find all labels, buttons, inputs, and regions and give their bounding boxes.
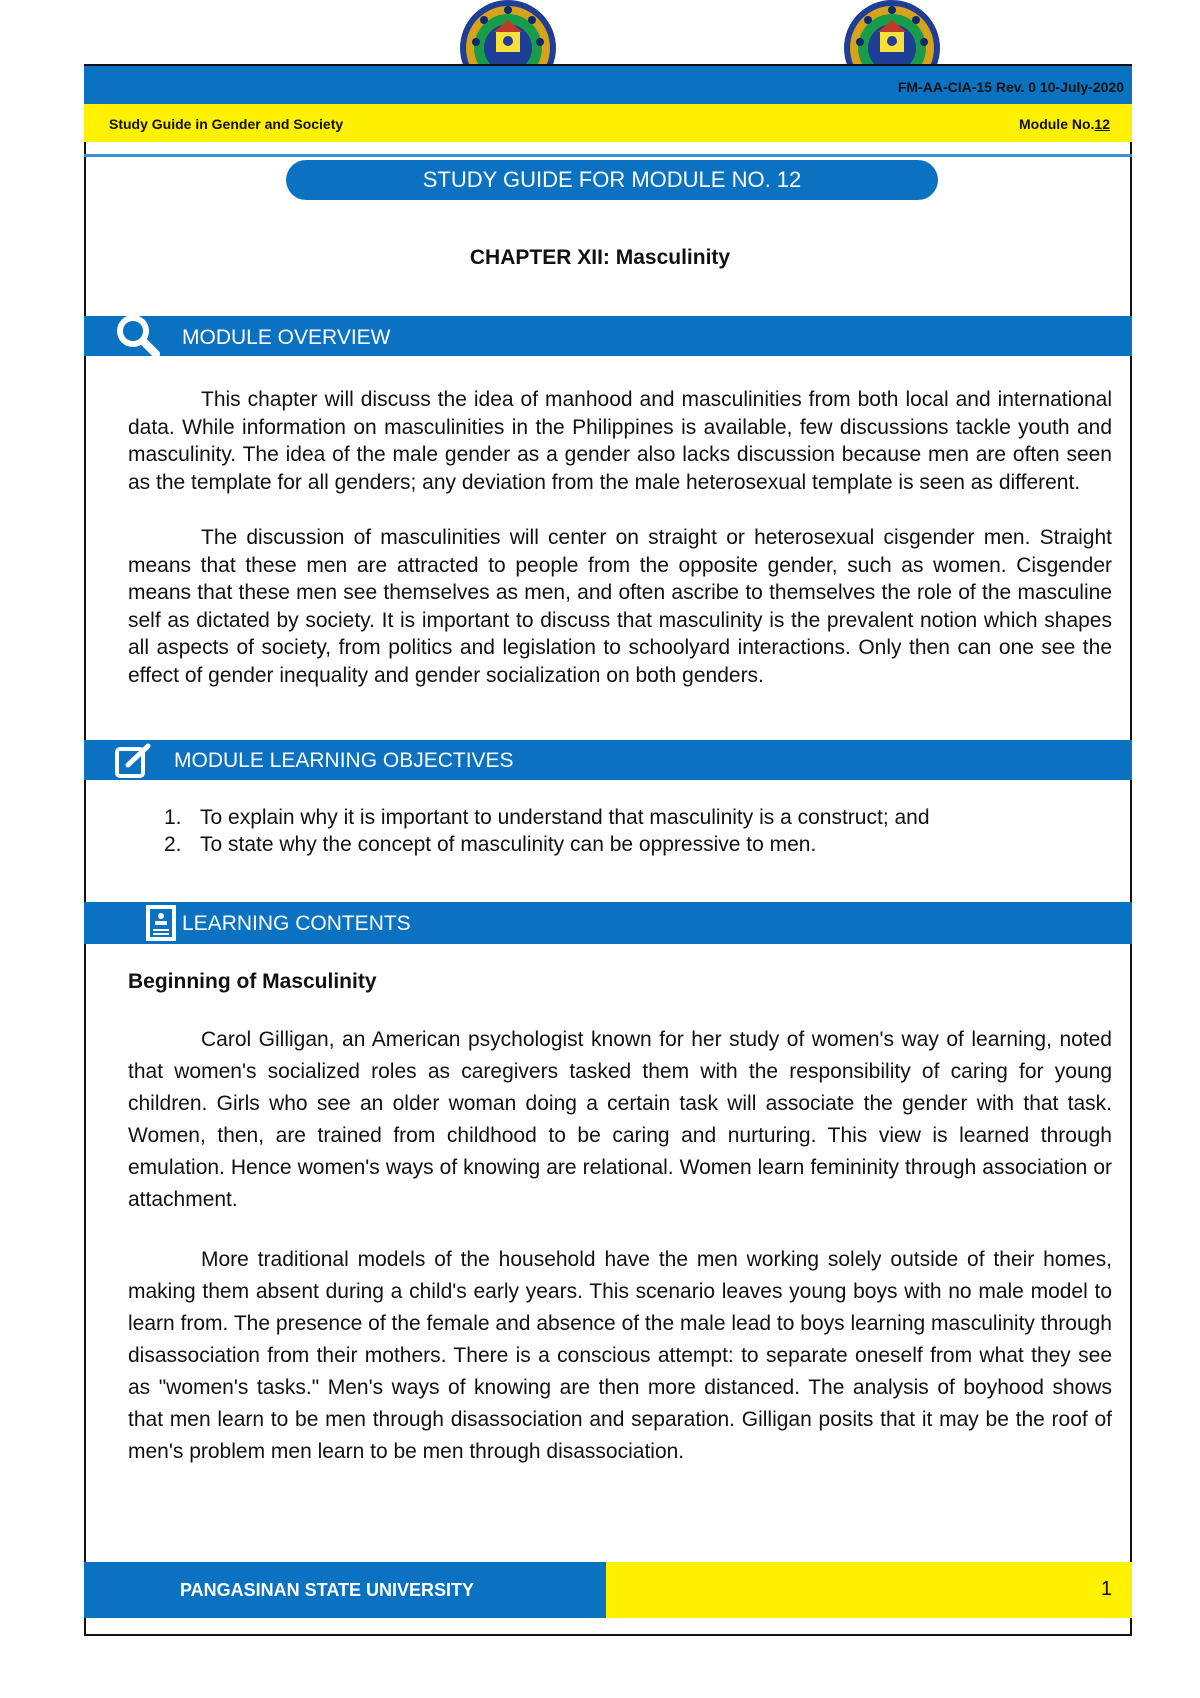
footer-yellow-bar xyxy=(606,1562,1132,1618)
module-number-label xyxy=(1019,116,1110,132)
page-number: 1 xyxy=(1100,1578,1112,1600)
overview-paragraph-1: This chapter will discuss the idea of manhood and masculinities from both local and international data. While information on masculinities in the Philippines is available, few discussions tackle youth and masculinity. The idea of the male gender as a gender also lacks discussion because men are often seen as the template for all genders; any deviation from the male heterosexual template is seen as different. xyxy=(128,388,1112,494)
objective-item xyxy=(164,804,930,831)
module-label: Module No. xyxy=(1018,116,1095,132)
module-overview-bar xyxy=(84,316,1132,356)
learning-objectives-heading: MODULE LEARNING OBJECTIVES xyxy=(174,749,514,772)
learning-objectives-bar xyxy=(84,740,1132,780)
overview-paragraph-2: The discussion of masculinities will center on straight or heterosexual cisgender men. Straight means that these men are attracted to people from the opposite gender, such as women. Cisgender means that these men see themselves as men, and often ascribe to themselves the role of the masculine self as dictated by society. It is important to discuss that masculinity is the prevalent notion which shapes all aspects of society, from politics and legislation to schoolyard interactions. Only then can one see the effect of gender inequality and gender socialization on both genders. xyxy=(128,526,1112,687)
document-icon xyxy=(144,903,178,943)
form-code: FM-AA-CIA-15 Rev. 0 10-July-2020 xyxy=(897,79,1124,95)
module-number: 12 xyxy=(1094,116,1110,132)
contents-paragraph-1: Carol Gilligan, an American psychologist known for her study of women's way of learning, noted that women's socialized roles as caregivers tasked them with the responsibility of caring for young children. Girls who see an older woman doing a certain task will associate the gender with that task. Women, then, are trained from childhood to be caring and nurturing. This view is learned through emulation. Hence women's ways of knowing are relational. Women learn femininity through association or attachment. xyxy=(128,1028,1112,1211)
header-divider xyxy=(84,154,1132,157)
chapter-title: CHAPTER XII: Masculinity xyxy=(469,246,731,269)
objective-text: To state why the concept of masculinity can be oppressive to men. xyxy=(200,833,817,856)
objective-item xyxy=(164,831,816,858)
section-subheading: Beginning of Masculinity xyxy=(128,970,377,993)
edit-icon xyxy=(114,743,154,779)
contents-paragraph-2: More traditional models of the household have the men working solely outside of their homes, making them absent during a child's early years. This scenario leaves young boys with no male model to learn from. The presence of the female and absence of the male lead to boys learning masculinity through disassociation from their mothers. There is a conscious attempt: to separate oneself from what they see as "women's tasks." Men's ways of knowing are then more distanced. The analysis of boyhood shows that men learn to be men through disassociation and separation. Gilligan posits that it may be the roof of men's problem men learn to be men through disassociation. xyxy=(128,1248,1112,1463)
objective-number: 2. xyxy=(164,833,182,856)
learning-contents-bar xyxy=(84,902,1132,944)
university-seal-logo-right xyxy=(840,0,944,68)
university-seal-logo-left xyxy=(456,0,560,68)
objective-number: 1. xyxy=(164,806,182,829)
study-guide-banner: STUDY GUIDE FOR MODULE NO. 12 xyxy=(286,160,938,200)
learning-contents-heading: LEARNING CONTENTS xyxy=(182,912,411,935)
university-name: PANGASINAN STATE UNIVERSITY xyxy=(180,1580,475,1600)
objective-text: To explain why it is important to understand that masculinity is a construct; and xyxy=(200,806,930,829)
magnifier-icon xyxy=(114,312,164,358)
course-title: Study Guide in Gender and Society xyxy=(109,116,344,132)
module-overview-heading: MODULE OVERVIEW xyxy=(182,326,391,349)
